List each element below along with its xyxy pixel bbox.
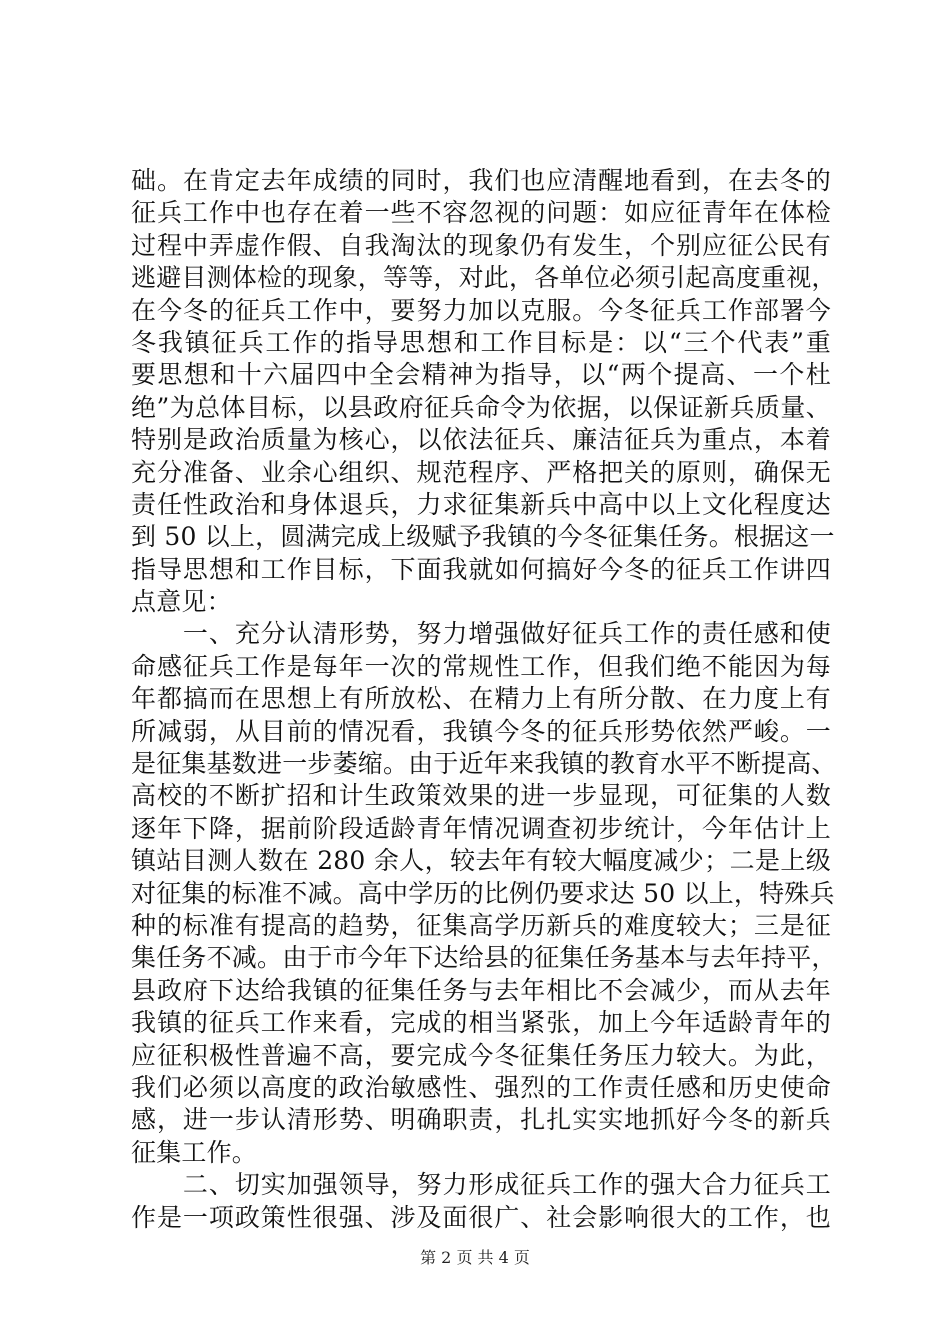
page-footer: 第 2 页 共 4 页 (420, 1248, 530, 1267)
text-line: 对征集的标准不减。高中学历的比例仍要求达 50 以上，特殊兵 (131, 878, 835, 908)
text-line: 充分准备、业余心组织、规范程序、严格把关的原则，确保无 (131, 457, 831, 487)
text-line: 础。在肯定去年成绩的同时，我们也应清醒地看到，在去冬的 (131, 166, 831, 195)
text-line: 二、切实加强领导，努力形成征兵工作的强大合力征兵工 (131, 1170, 831, 1200)
text-line: 特别是政治质量为核心，以依法征兵、廉洁征兵为重点，本着 (131, 425, 831, 455)
text-line: 县政府下达给我镇的征集任务与去年相比不会减少，而从去年 (131, 975, 831, 1005)
text-line: 责任性政治和身体退兵，力求征集新兵中高中以上文化程度达 (131, 489, 831, 519)
text-line: 集任务不减。由于市今年下达给县的征集任务基本与去年持平， (131, 943, 837, 973)
text-line: 一、充分认清形势，努力增强做好征兵工作的责任感和使 (131, 619, 831, 649)
text-line: 命感征兵工作是每年一次的常规性工作，但我们绝不能因为每 (131, 651, 831, 681)
text-line: 征兵工作中也存在着一些不容忽视的问题：如应征青年在体检 (131, 198, 831, 228)
text-line: 感，进一步认清形势、明确职责，扎扎实实地抓好今冬的新兵 (131, 1105, 831, 1135)
text-line: 我镇的征兵工作来看，完成的相当紧张，加上今年适龄青年的 (131, 1008, 831, 1038)
text-line: 征集工作。 (131, 1137, 258, 1167)
text-line: 要思想和十六届四中全会精神为指导，以“两个提高、一个杜 (131, 360, 831, 390)
text-line: 冬我镇征兵工作的指导思想和工作目标是：以“三个代表”重 (131, 327, 831, 357)
text-line: 点意见： (131, 587, 232, 617)
text-line: 种的标准有提高的趋势，征集高学历新兵的难度较大；三是征 (131, 910, 831, 940)
text-line: 是征集基数进一步萎缩。由于近年来我镇的教育水平不断提高、 (131, 749, 837, 779)
text-line: 作是一项政策性很强、涉及面很广、社会影响很大的工作，也 (131, 1202, 831, 1232)
text-line: 指导思想和工作目标，下面我就如何搞好今冬的征兵工作讲四 (131, 554, 831, 584)
text-line: 应征积极性普遍不高，要完成今冬征集任务压力较大。为此， (131, 1040, 831, 1070)
document-body (131, 165, 837, 1234)
text-line: 逃避目测体检的现象，等等，对此，各单位必须引起高度重视， (131, 263, 837, 293)
text-line: 我们必须以高度的政治敏感性、强烈的工作责任感和历史使命 (131, 1072, 831, 1102)
text-line: 逐年下降，据前阶段适龄青年情况调查初步统计，今年估计上 (131, 813, 831, 843)
text-line: 高校的不断扩招和计生政策效果的进一步显现，可征集的人数 (131, 781, 831, 811)
text-line: 绝”为总体目标，以县政府征兵命令为依据，以保证新兵质量、 (131, 392, 831, 422)
text-line: 到 50 以上，圆满完成上级赋予我镇的今冬征集任务。根据这一 (131, 522, 835, 552)
text-line: 年都搞而在思想上有所放松、在精力上有所分散、在力度上有 (131, 684, 831, 714)
text-line: 镇站目测人数在 280 余人，较去年有较大幅度减少；二是上级 (131, 846, 831, 876)
text-line: 在今冬的征兵工作中，要努力加以克服。今冬征兵工作部署今 (131, 295, 831, 325)
text-line: 所减弱，从目前的情况看，我镇今冬的征兵形势依然严峻。一 (131, 716, 831, 746)
text-line: 过程中弄虚作假、自我淘汰的现象仍有发生，个别应征公民有 (131, 230, 831, 260)
